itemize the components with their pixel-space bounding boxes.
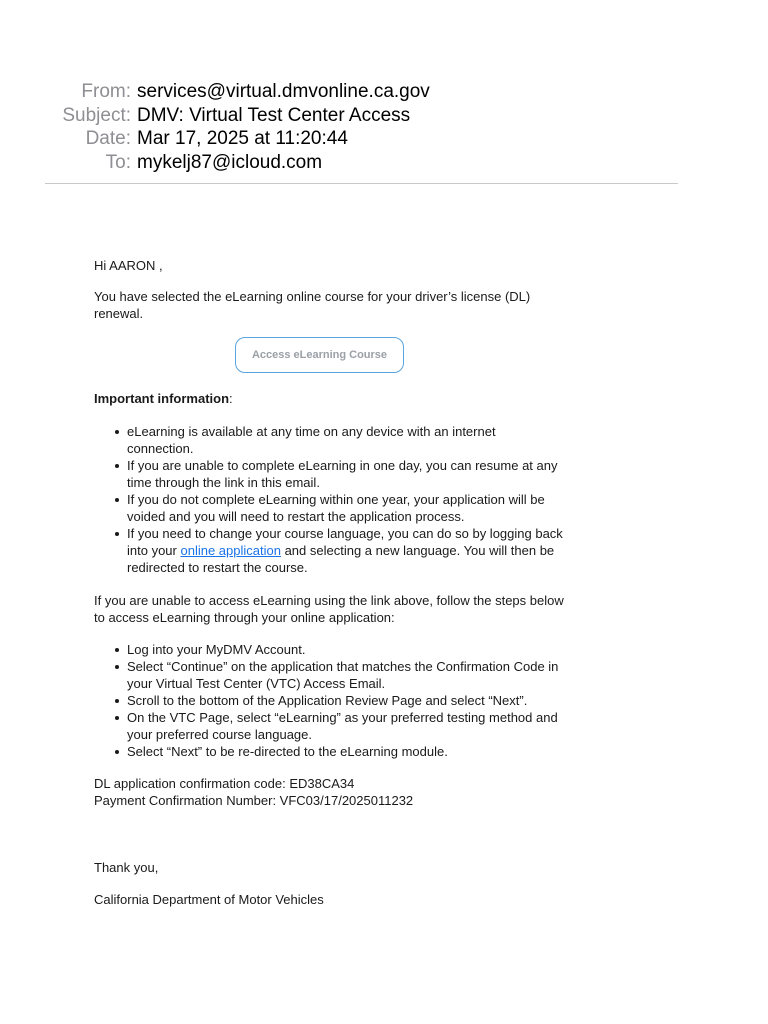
payment-confirmation: Payment Confirmation Number: VFC03/17/2025011232 — [94, 793, 414, 808]
list-item: Log into your MyDMV Account. — [127, 641, 564, 658]
date-label: Date: — [85, 128, 131, 149]
thanks-text: Thank you, — [94, 860, 159, 875]
list-item: If you are unable to complete eLearning in one day, you can resume at any time through the link in this email. — [127, 457, 564, 491]
signoff-text: California Department of Motor Vehicles — [94, 892, 324, 907]
from-address[interactable]: services@virtual.dmvonline.ca.gov — [137, 81, 430, 102]
language-text-after: and selecting a new language. You will then be redirected to restart the course. — [127, 543, 555, 575]
subject-label: Subject: — [62, 104, 131, 126]
to-label: To: — [105, 151, 131, 173]
list-item: If you do not complete eLearning within one year, your application will be voided and you will need to restart the application process. — [127, 491, 564, 525]
subject-value: DMV: Virtual Test Center Access — [137, 104, 411, 126]
list-item-language — [127, 525, 564, 576]
list-item: On the VTC Page, select “eLearning” as your preferred testing method and your preferred course language. — [127, 709, 564, 743]
email-body — [94, 257, 564, 908]
list-item: Select “Continue” on the application that matches the Confirmation Code in your Virtual Test Center (VTC) Access Email. — [127, 658, 564, 692]
button-container — [94, 337, 564, 373]
list-item: eLearning is available at any time on any device with an internet connection. — [127, 423, 564, 457]
confirmation-code: DL application confirmation code: ED38CA34 — [94, 776, 355, 791]
list-item: Select “Next” to be re-directed to the eLearning module. — [127, 743, 564, 760]
subject-row — [0, 104, 768, 128]
online-application-link[interactable]: online application — [180, 543, 281, 558]
important-info-list — [94, 423, 564, 576]
greeting: Hi AARON , — [94, 258, 163, 273]
intro-paragraph: You have selected the eLearning online course for your driver’s license (DL) renewal. — [94, 289, 531, 321]
email-header — [0, 80, 768, 174]
from-label: From: — [81, 81, 131, 102]
important-info-colon: : — [229, 391, 233, 406]
from-row — [0, 80, 768, 104]
list-item: Scroll to the bottom of the Application Review Page and select “Next”. — [127, 692, 564, 709]
language-text-before: If you need to change your course language, you can do so by logging back into your — [127, 526, 563, 558]
to-row — [0, 151, 768, 175]
date-value: Mar 17, 2025 at 11:20:44 — [137, 128, 348, 149]
access-elearning-button[interactable]: Access eLearning Course — [235, 337, 404, 373]
unable-paragraph: If you are unable to access eLearning using the link above, follow the steps below to access eLearning through your online application: — [94, 593, 564, 625]
steps-list — [94, 641, 564, 760]
important-info-heading — [94, 390, 564, 407]
header-divider — [45, 183, 678, 184]
important-info-label: Important information — [94, 391, 230, 406]
date-row — [0, 127, 768, 151]
to-address[interactable]: mykelj87@icloud.com — [137, 151, 323, 173]
